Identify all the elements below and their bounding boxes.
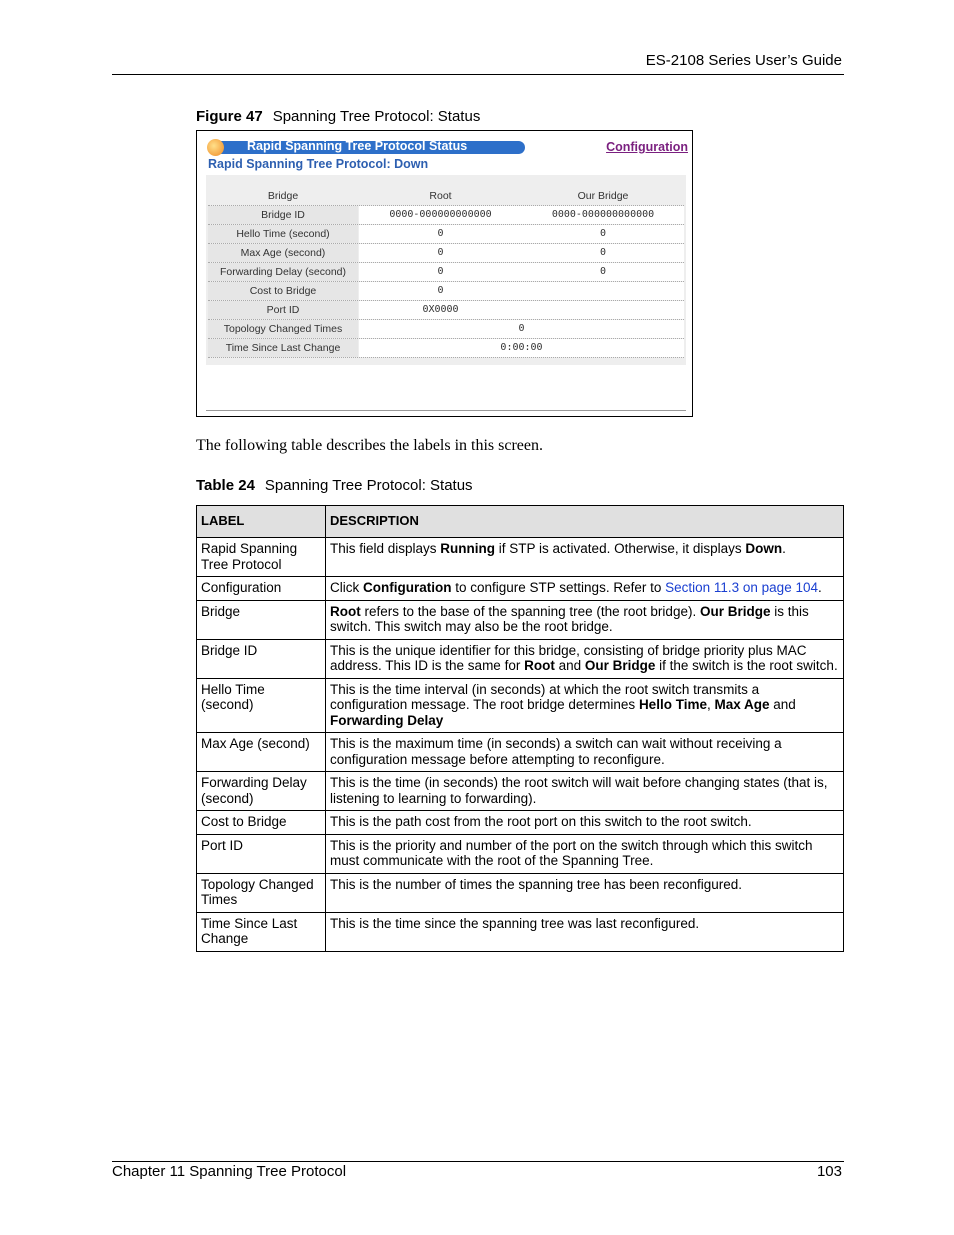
row-description: This is the unique identifier for this bridge, consisting of bridge priority plus MAC address. This ID is the same for Root and Our Bridge if the switch is the root switch. [326, 639, 844, 678]
our-value: 0 [522, 263, 684, 281]
table-row [197, 772, 844, 811]
row-label: Configuration [197, 577, 326, 601]
root-value: 0 [359, 282, 522, 300]
row-label: Cost to Bridge [197, 811, 326, 835]
row-description: This is the time (in seconds) the root switch will wait before changing states (that is, listening to learning to forwarding). [326, 772, 844, 811]
row-description: Root refers to the base of the spanning tree (the root bridge). Our Bridge is this switch. This switch may also be the root bridge. [326, 600, 844, 639]
row-description: Click Configuration to configure STP settings. Refer to Section 11.3 on page 104. [326, 577, 844, 601]
row-time-since-change [208, 339, 684, 358]
root-value: 0 [359, 225, 522, 243]
row-forwarding-delay [208, 263, 684, 282]
root-value: 0 [359, 244, 522, 262]
table-row [197, 811, 844, 835]
row-label: Time Since Last Change [208, 339, 358, 357]
our-value: 0 [522, 225, 684, 243]
row-description: This is the priority and number of the port on the switch through which this switch must communicate with the root of the Spanning Tree. [326, 834, 844, 873]
row-label: Cost to Bridge [208, 282, 358, 300]
table-row [197, 733, 844, 772]
row-description: This is the number of times the spanning tree has been reconfigured. [326, 873, 844, 912]
col-our-bridge: Our Bridge [577, 190, 629, 202]
table-row [197, 834, 844, 873]
row-label: Bridge ID [208, 206, 358, 224]
screen-title: Rapid Spanning Tree Protocol Status [247, 139, 468, 153]
our-value: 0 [522, 244, 684, 262]
table-row [197, 873, 844, 912]
value: 0:00:00 [359, 339, 684, 357]
table-row [197, 678, 844, 733]
page-number: 103 [816, 1163, 842, 1180]
our-value-empty [522, 301, 684, 319]
row-label: Bridge [197, 600, 326, 639]
row-port-id [208, 301, 684, 320]
row-label: Topology Changed Times [208, 320, 358, 338]
root-value: 0X0000 [359, 301, 522, 319]
root-value: 0000-000000000000 [359, 206, 522, 224]
our-value: 0000-000000000000 [522, 206, 684, 224]
table-caption [196, 477, 473, 494]
our-value-empty [522, 282, 684, 300]
row-bridge-id [208, 206, 684, 225]
figure-caption-text: Spanning Tree Protocol: Status [272, 108, 481, 125]
row-topology-changed [208, 320, 684, 339]
table-row [197, 577, 844, 601]
row-description: This field displays Running if STP is activated. Otherwise, it displays Down. [326, 538, 844, 577]
section-link[interactable]: Section 11.3 on page 104 [665, 580, 818, 595]
stp-status-screenshot [196, 130, 693, 417]
row-label: Port ID [197, 834, 326, 873]
row-label: Bridge ID [197, 639, 326, 678]
stp-status-line: Rapid Spanning Tree Protocol: Down [208, 157, 429, 171]
footer-rule [112, 1161, 844, 1162]
row-label: Forwarding Delay (second) [208, 263, 358, 281]
row-hello-time [208, 225, 684, 244]
table-row [197, 600, 844, 639]
figure-number: Figure 47 [196, 108, 263, 125]
row-label: Rapid Spanning Tree Protocol [197, 538, 326, 577]
table-row [197, 912, 844, 951]
status-panel [206, 175, 686, 365]
header-rule [112, 74, 844, 75]
figure-caption [196, 108, 480, 125]
header-label: LABEL [197, 506, 326, 538]
label-description-table [196, 505, 844, 952]
table-row [197, 639, 844, 678]
row-cost-to-bridge [208, 282, 684, 301]
row-label: Port ID [208, 301, 358, 319]
row-max-age [208, 244, 684, 263]
panel-bottom-rule [206, 410, 686, 411]
configuration-link[interactable]: Configuration [606, 140, 688, 154]
guide-title: ES-2108 Series User’s Guide [645, 52, 842, 69]
table-caption-text: Spanning Tree Protocol: Status [264, 477, 473, 494]
row-description: This is the maximum time (in seconds) a switch can wait without receiving a configuration message before attempting to reconfigure. [326, 733, 844, 772]
value: 0 [359, 320, 684, 338]
table-header-row [197, 506, 844, 538]
title-bullet-icon [207, 139, 224, 156]
row-label: Time Since Last Change [197, 912, 326, 951]
col-bridge: Bridge [267, 190, 299, 202]
table-row [197, 538, 844, 577]
row-label: Max Age (second) [208, 244, 358, 262]
col-root: Root [429, 190, 452, 202]
header-description: DESCRIPTION [326, 506, 844, 538]
row-label: Hello Time (second) [208, 225, 358, 243]
row-label: Topology Changed Times [197, 873, 326, 912]
row-label: Max Age (second) [197, 733, 326, 772]
chapter-title: Chapter 11 Spanning Tree Protocol [112, 1163, 347, 1180]
row-label: Hello Time (second) [197, 678, 326, 733]
row-description: This is the time since the spanning tree was last reconfigured. [326, 912, 844, 951]
status-header-row [208, 187, 684, 206]
intro-paragraph: The following table describes the labels in this screen. [196, 437, 544, 454]
table-number: Table 24 [196, 477, 255, 494]
row-description: This is the time interval (in seconds) at which the root switch transmits a configuration message. The root bridge determines Hello Time, Max Age and Forwarding Delay [326, 678, 844, 733]
row-description: This is the path cost from the root port on this switch to the root switch. [326, 811, 844, 835]
root-value: 0 [359, 263, 522, 281]
row-label: Forwarding Delay (second) [197, 772, 326, 811]
screen-title-bar [209, 141, 525, 154]
